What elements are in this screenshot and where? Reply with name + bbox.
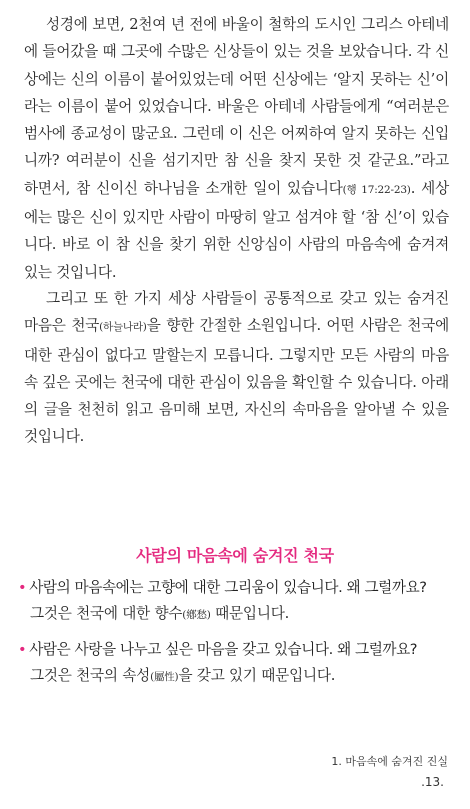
question-1	[18, 575, 458, 601]
answer-2-text-b: 을 갖고 있기 때문입니다.	[178, 667, 336, 684]
heaven-gloss: (하늘나라)	[99, 321, 147, 334]
question-2-text: 사람은 사랑을 나누고 싶은 마음을 갖고 있습니다. 왜 그럴까요?	[29, 641, 418, 658]
section-item-1	[18, 575, 458, 628]
bible-reference: (행 17:22-23)	[342, 183, 411, 196]
paragraph-2-text-a: 그리고 또 한 가지 세상 사람들이 공통적으로 갖고 있는 숨겨진 마음은 천국	[24, 290, 449, 335]
answer-2-text-a: 그것은 천국의 속성	[30, 667, 151, 684]
answer-2-gloss: (屬性)	[150, 671, 179, 683]
answer-1-text-a: 그것은 천국에 대한 향수	[30, 605, 183, 622]
answer-2	[18, 663, 458, 690]
page-number-value: 13	[424, 775, 441, 789]
section-item-2	[18, 637, 458, 690]
answer-1-text-b: 때문입니다.	[210, 605, 290, 622]
question-2	[18, 637, 458, 663]
page-number: .13.	[421, 775, 444, 789]
answer-1	[18, 601, 458, 628]
paragraph-2-text-b: 을 향한 간절한 소원입니다. 어떤 사람은 천국에 대한 관심이 없다고 말할는지 모릅니다. 그렇지만 모든 사람의 마음속 깊은 곳에는 천국에 대한 관심이 있음을 확인할 수 있습니다. 아래의 글을 천천히 읽고 음미해 보면, 자신의 속마음을 알아낼 수 있을 것입니다.	[24, 317, 449, 446]
chapter-caption: 1. 마음속에 숨겨진 진실	[331, 755, 448, 768]
paragraph-1-text-b: . 세상에는 많은 신이 있지만 사람이 마땅히 알고 섬겨야 할 ‘참 신’이 있습니다. 바로 이 참 신을 찾기 위한 신앙심이 사람의 마음속에 숨겨져 있는 것입니다.	[24, 179, 449, 281]
answer-1-gloss: (鄕愁)	[182, 609, 211, 621]
section-title: 사람의 마음속에 숨겨진 천국	[136, 546, 334, 565]
body-paragraph-2	[24, 285, 449, 451]
question-1-text: 사람의 마음속에는 고향에 대한 그리움이 있습니다. 왜 그럴까요?	[29, 579, 427, 596]
body-paragraph-1	[24, 11, 449, 286]
paragraph-1-text-a: 성경에 보면, 2천여 년 전에 바울이 철학의 도시인 그리스 아테네에 들어갔을 때 그곳에 수많은 신상들이 있는 것을 보았습니다. 각 신상에는 신의 이름이 붙어있었는데 어떤 신상에는 ‘알지 못하는 신’이라는 이름이 붙어 있었습니다. 바울은 아테네 사람들에게 “여러분은 범사에 종교성이 많군요. 그런데 이 신은 어찌하여 알지 못하는 신입니까? 여러분이 신을 섬기지만 참 신을 찾지 못한 것 같군요.”라고 하면서, 참 신이신 하나님을 소개한 일이 있습니다	[24, 16, 449, 197]
bullet-icon: •	[18, 579, 27, 596]
bullet-icon: •	[18, 641, 27, 658]
